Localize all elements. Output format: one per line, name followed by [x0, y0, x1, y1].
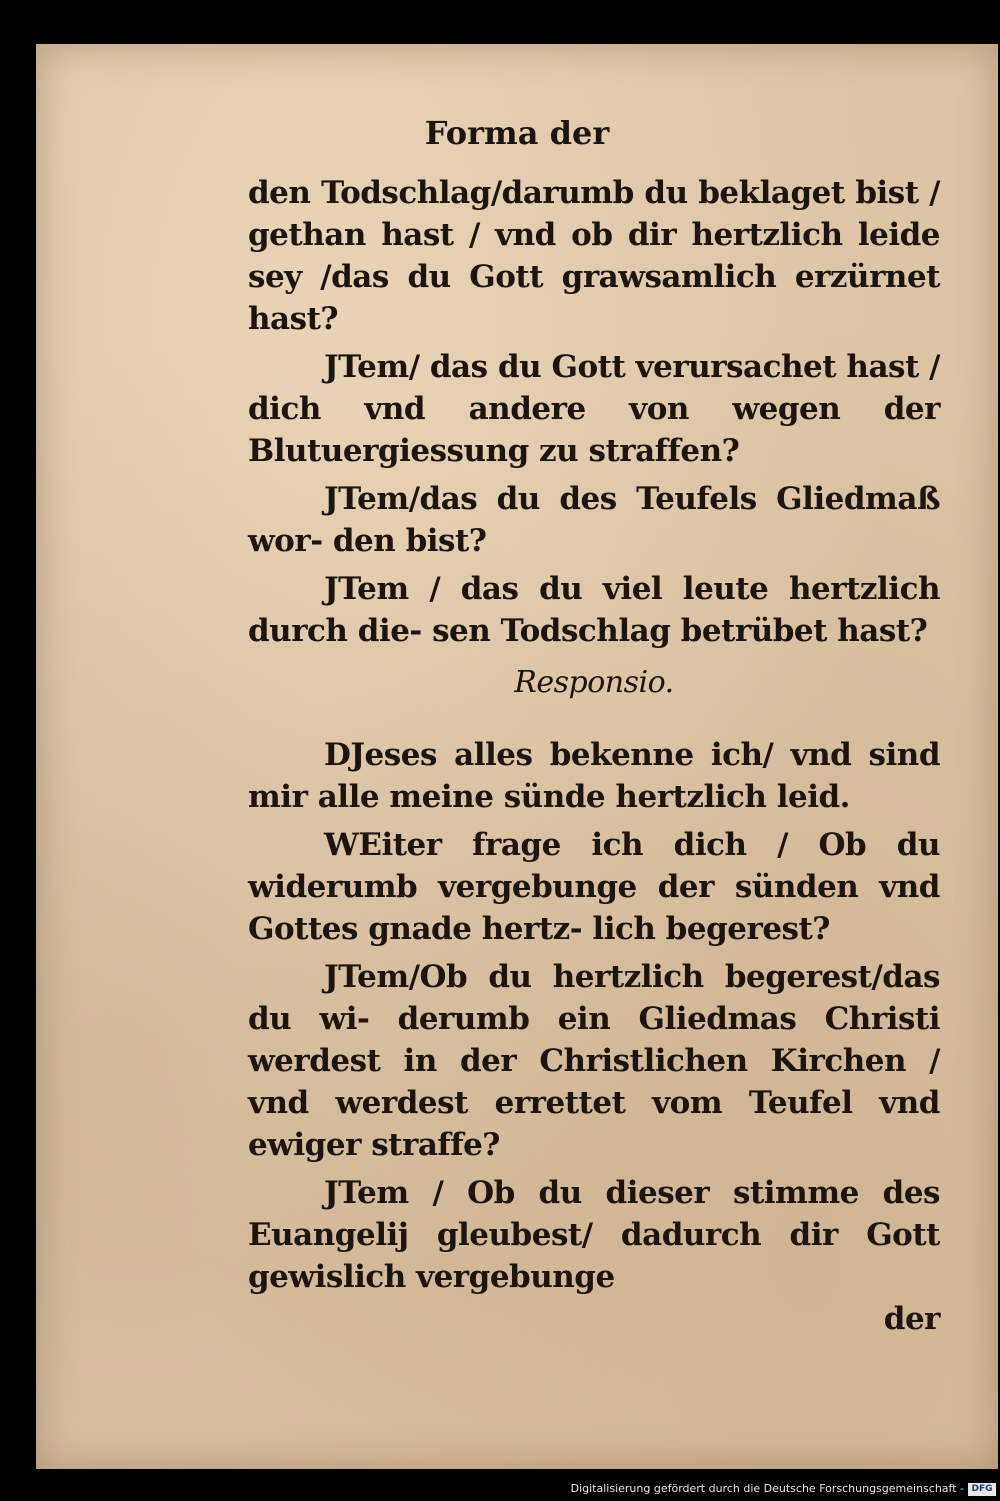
scanned-page: [36, 44, 998, 1469]
footer-bar: [0, 1480, 1000, 1501]
paragraph: JTem / Ob du dieser stimme des Euangelij gleubest/ dadurch dir Gott gewislich vergebunge: [248, 1175, 940, 1295]
paragraph: den Todschlag/darumb du beklaget bist / gethan hast / vnd ob dir hertzlich leide sey /das du Gott grawsamlich erzürnet hast?: [248, 175, 940, 337]
section-heading: Responsio.: [514, 665, 674, 700]
paragraph: JTem/Ob du hertzlich begerest/das du wi- derumb ein Gliedmas Christi werdest in der Christlichen Kirchen / vnd werdest errettet vom Teufel vnd ewiger straffe?: [248, 959, 940, 1163]
paragraph: DJeses alles bekenne ich/ vnd sind mir alle meine sünde hertzlich leid.: [248, 737, 940, 815]
dfg-logo: DFG: [968, 1483, 996, 1496]
paragraph: WEiter frage ich dich / Ob du widerumb vergebunge der sünden vnd Gottes gnade hertz- lich begerest?: [248, 827, 940, 947]
paragraph: JTem/das du des Teufels Gliedmaß wor- den bist?: [248, 481, 940, 559]
paragraph: JTem/ das du Gott verursachet hast / dich vnd andere von wegen der Blutuergiessung zu straffen?: [248, 349, 940, 469]
paragraph: JTem / das du viel leute hertzlich durch die- sen Todschlag betrübet hast?: [248, 571, 940, 649]
funding-credit: Digitalisierung gefördert durch die Deutsche Forschungsgemeinschaft -: [570, 1482, 964, 1495]
running-head: Forma der: [424, 114, 610, 152]
text-block-upper: [248, 172, 940, 1340]
catchword: der: [883, 1301, 940, 1337]
